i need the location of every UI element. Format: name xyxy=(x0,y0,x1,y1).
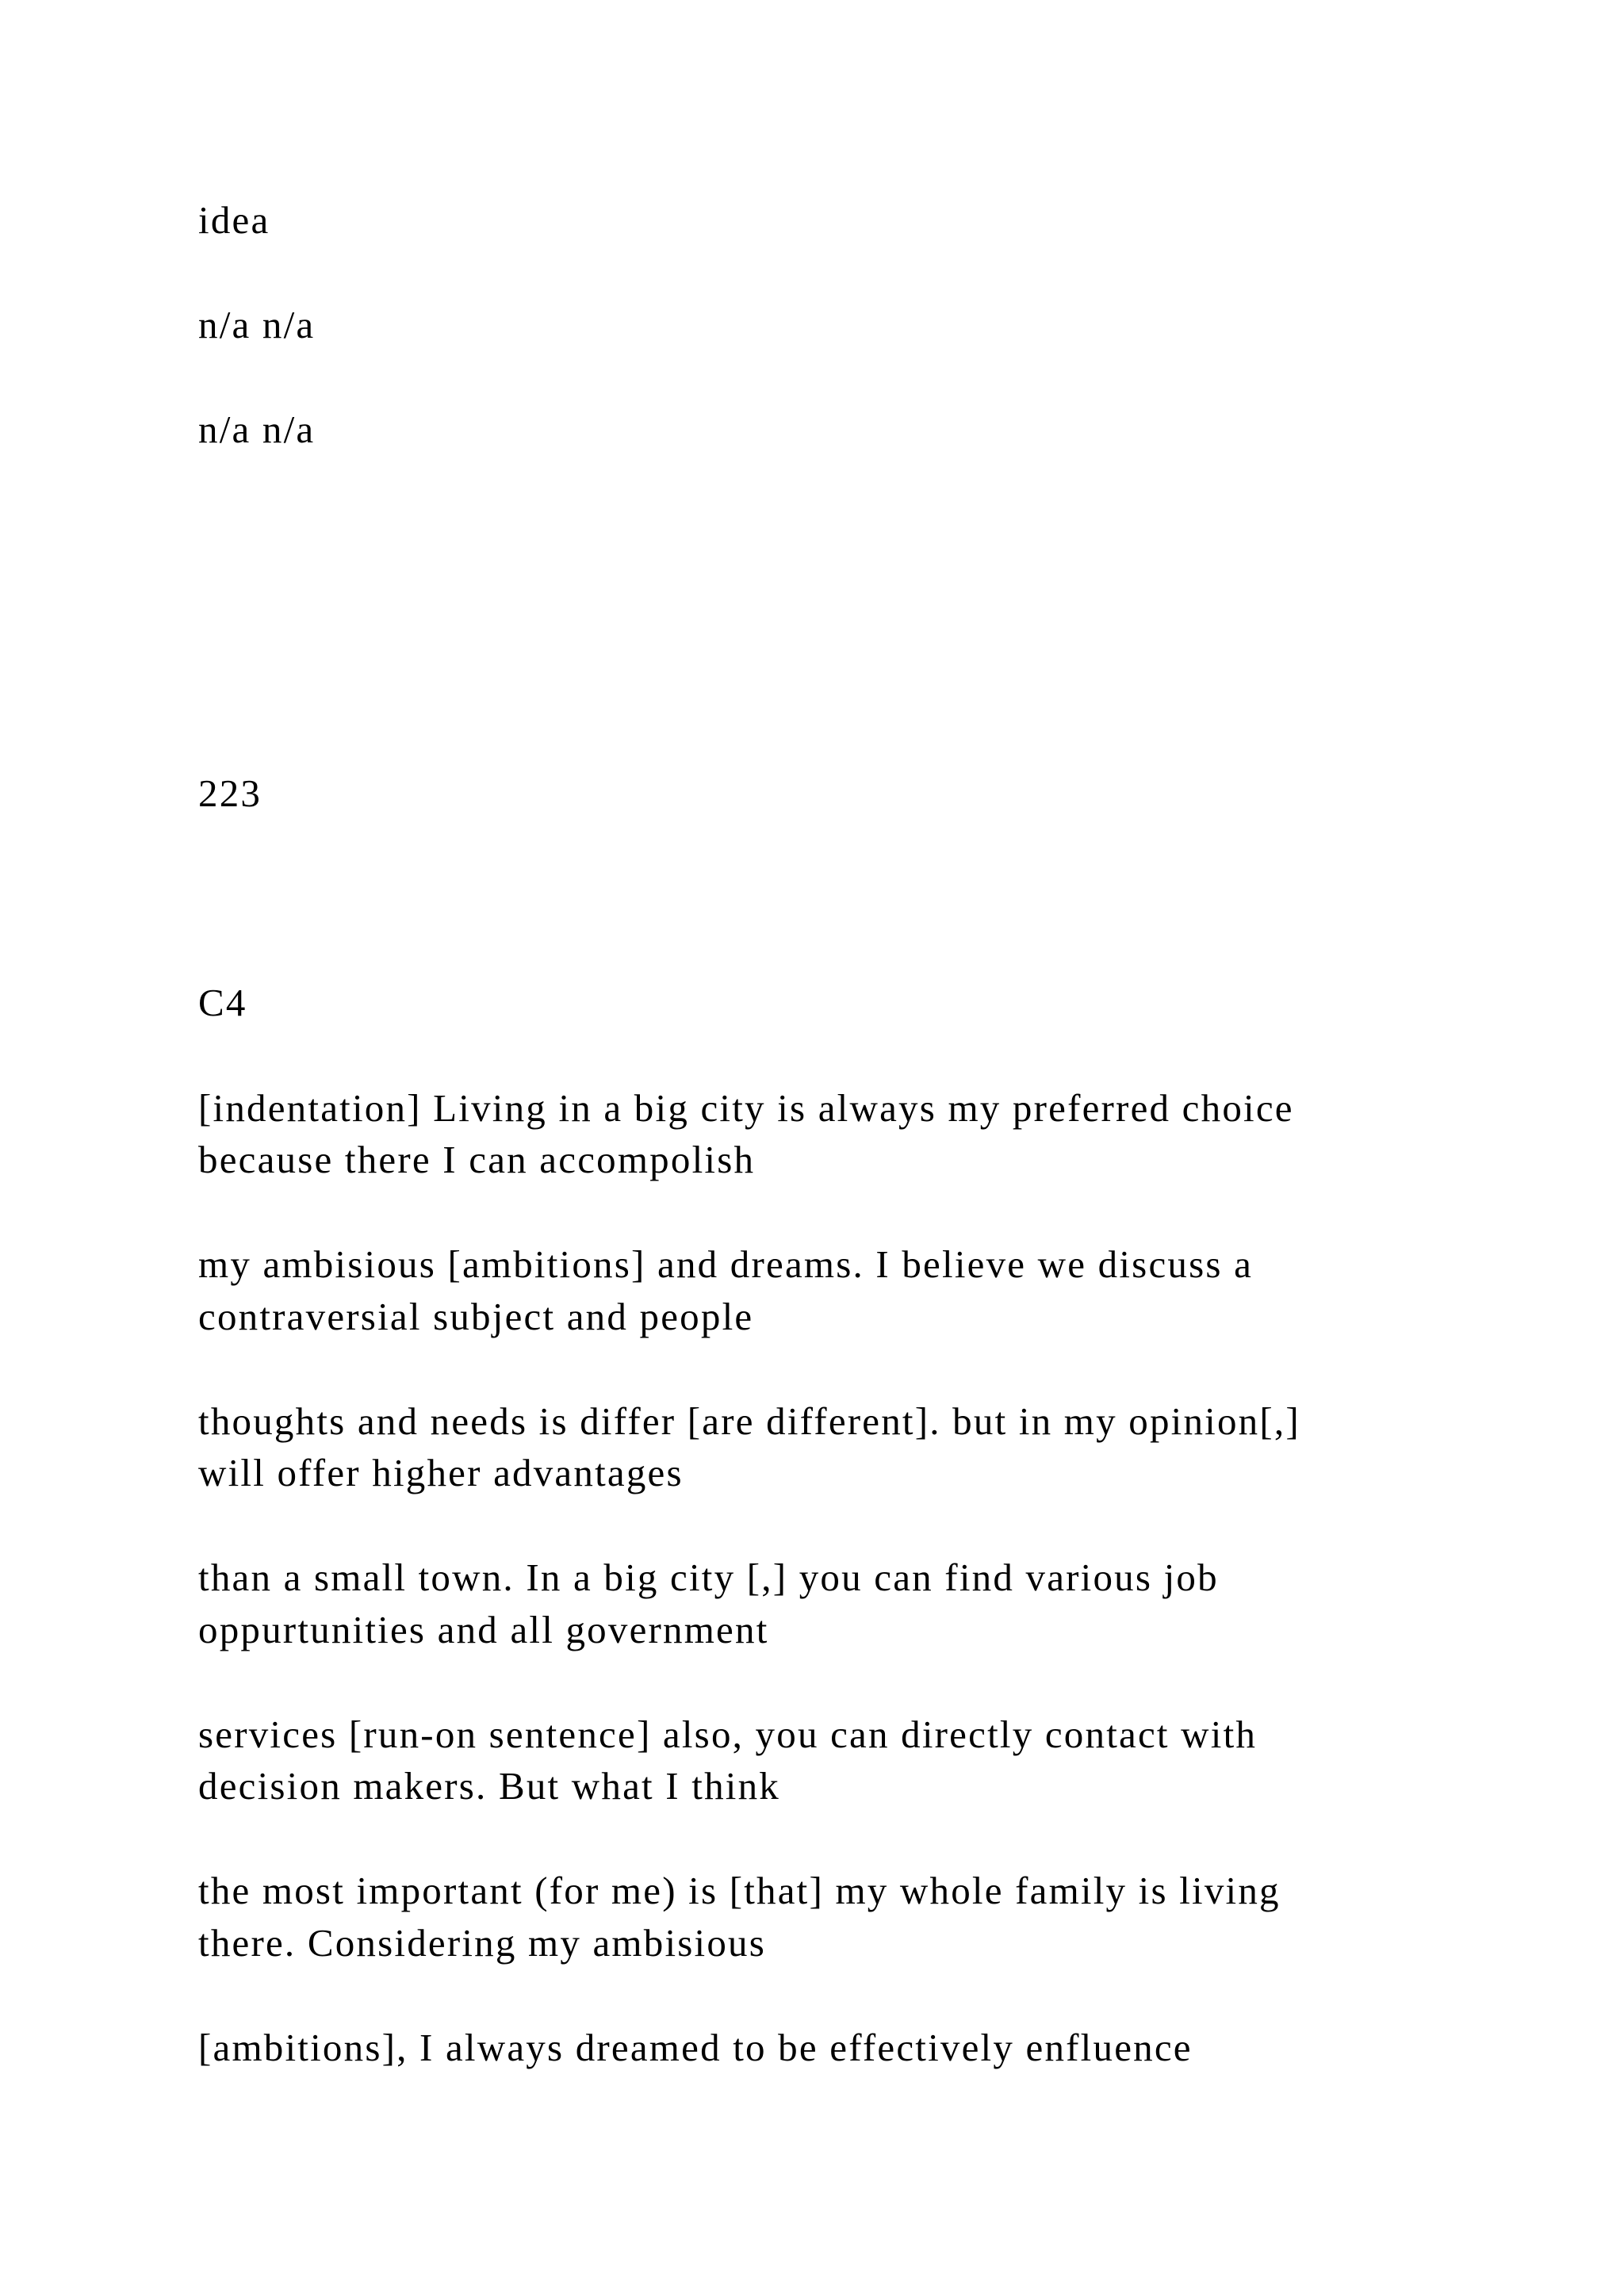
section-code: C4 xyxy=(198,981,247,1024)
paragraph-line: my ambisious [ambitions] and dreams. I believe we discuss a xyxy=(198,1242,1254,1286)
paragraph-line: oppurtunities and all government xyxy=(198,1608,769,1651)
paragraph-line: [ambitions], I always dreamed to be effectively enfluence xyxy=(198,2026,1193,2069)
page-number: 223 xyxy=(198,771,262,815)
heading-idea: idea xyxy=(198,198,270,242)
paragraph-line: thoughts and needs is differ [are different]. but in my opinion[,] xyxy=(198,1399,1300,1443)
paragraph-line: will offer higher advantages xyxy=(198,1451,684,1494)
na-line-2: n/a n/a xyxy=(198,408,316,451)
na-line-1: n/a n/a xyxy=(198,303,316,346)
paragraph-line: there. Considering my ambisious xyxy=(198,1921,767,1965)
paragraph-line: [indentation] Living in a big city is always my preferred choice xyxy=(198,1086,1294,1130)
paragraph-line: the most important (for me) is [that] my whole family is living xyxy=(198,1869,1281,1912)
paragraph-line: decision makers. But what I think xyxy=(198,1764,780,1808)
paragraph-line: services [run-on sentence] also, you can directly contact with xyxy=(198,1712,1258,1756)
paragraph-line: contraversial subject and people xyxy=(198,1295,754,1338)
paragraph-line: than a small town. In a big city [,] you can find various job xyxy=(198,1556,1219,1599)
paragraph-line: because there I can accompolish xyxy=(198,1138,756,1181)
